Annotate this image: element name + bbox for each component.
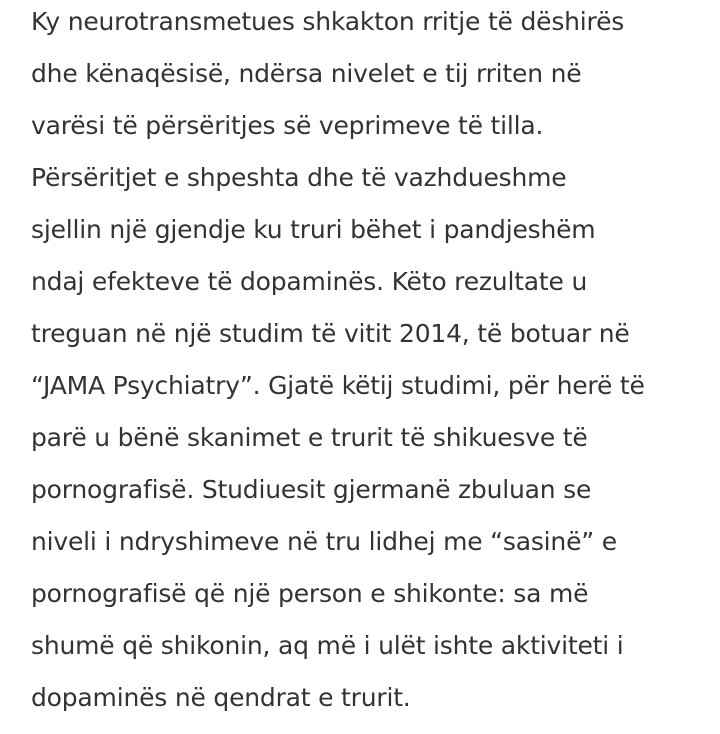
paragraph-line: “JAMA Psychiatry”. Gjatë këtij studimi, për herë të [31, 371, 645, 400]
paragraph-line: niveli i ndryshimeve në tru lidhej me “sasinë” e [31, 527, 617, 556]
paragraph-line: pornografisë. Studiuesit gjermanë zbuluan se [31, 475, 592, 504]
paragraph-line: dhe kënaqësisë, ndërsa nivelet e tij rriten në [31, 59, 582, 88]
paragraph-line: dopaminës në qendrat e trurit. [31, 683, 411, 712]
paragraph-line: Përsëritjet e shpeshta dhe të vazhdueshme [31, 163, 567, 192]
article-paragraph [31, 0, 711, 728]
paragraph-line: treguan në një studim të vitit 2014, të botuar në [31, 319, 630, 348]
paragraph-line: Ky neurotransmetues shkakton rritje të dëshirës [31, 7, 625, 36]
paragraph-line: sjellin një gjendje ku truri bëhet i pandjeshëm [31, 215, 596, 244]
paragraph-line: varësi të përsëritjes së veprimeve të tilla. [31, 111, 544, 140]
paragraph-line: shumë që shikonin, aq më i ulët ishte aktiviteti i [31, 631, 624, 660]
paragraph-line: parë u bënë skanimet e trurit të shikuesve të [31, 423, 588, 452]
paragraph-line: ndaj efekteve të dopaminës. Këto rezultate u [31, 267, 588, 296]
paragraph-line: pornografisë që një person e shikonte: sa më [31, 579, 589, 608]
